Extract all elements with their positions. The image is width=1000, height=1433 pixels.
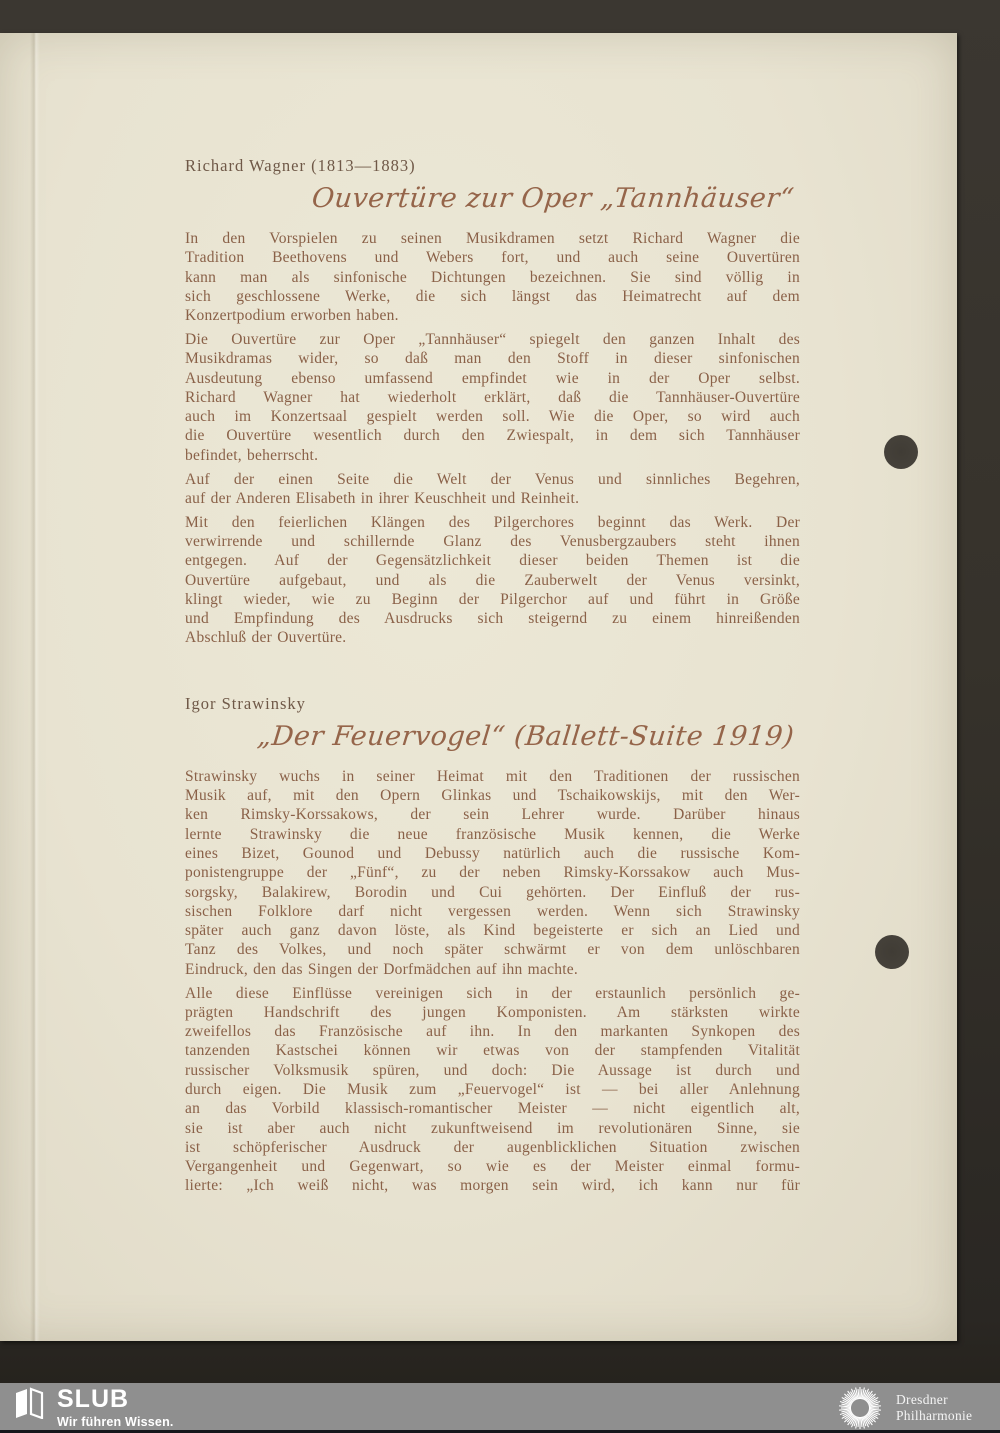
text-line: die Ouvertüre wesentlich durch den Zwiespalt, in dem sich Tannhäuser (185, 427, 800, 445)
text-line: sich geschlossene Werke, die sich längst das Heimatrecht auf dem (185, 287, 800, 305)
text-line: sorgsky, Balakirew, Borodin und Cui gehörten. Der Einfluß der rus- (185, 883, 800, 901)
text-line: und Empfindung des Ausdrucks sich steigernd zu einem hinreißenden (185, 610, 800, 628)
text-line: später auch ganz davon löste, als Kind begeisterte er sich an Lied und (185, 922, 800, 940)
paragraph (185, 767, 800, 979)
text-line: prägten Handschrift des jungen Komponisten. Am stärksten wirkte (185, 1003, 800, 1021)
composer-heading: Richard Wagner (1813—1883) (185, 156, 416, 175)
partner-name (896, 1392, 972, 1424)
section-paragraphs (185, 229, 800, 648)
text-line: durch eigen. Die Musik zum „Feuervogel“ ist — bei aller Anlehnung (185, 1080, 800, 1098)
paragraph (185, 984, 800, 1196)
text-line: Abschluß der Ouvertüre. (185, 629, 347, 647)
paragraph (185, 470, 800, 509)
composer-heading: Igor Strawinsky (185, 693, 306, 713)
text-line: Musik auf, mit den Opern Glinkas und Tschaikowskijs, mit den Wer- (185, 787, 800, 805)
text-line: Auf der einen Seite die Welt der Venus und sinnliches Begehren, (185, 470, 800, 488)
footer-bar (0, 1383, 1000, 1433)
text-line: Tradition Beethovens und Webers fort, und auch seine Ouvertüren (185, 249, 800, 267)
paragraph (185, 513, 800, 648)
text-line: klingt wieder, wie zu Beginn der Pilgerchor auf und führt in Größe (185, 590, 800, 608)
text-line: Ouvertüre aufgebaut, und als die Zauberwelt der Venus versinkt, (185, 571, 800, 589)
program-section (185, 694, 800, 1196)
text-line: zweifellos das Französische auf ihn. In den markanten Synkopen des (185, 1023, 800, 1041)
text-line: Alle diese Einflüsse vereinigen sich in der erstaunlich persönlich ge- (185, 984, 800, 1002)
text-line: Richard Wagner hat wiederholt erklärt, daß die Tannhäuser-Ouvertüre (185, 388, 800, 406)
text-line: sie ist aber auch nicht zukunftweisend im revolutionären Sinne, sie (185, 1119, 800, 1137)
text-line: ken Rimsky-Korssakows, der sein Lehrer wurde. Darüber hinaus (185, 806, 800, 824)
dresdner-philharmonie-logo (836, 1383, 972, 1433)
text-line: Die Ouvertüre zur Oper „Tannhäuser“ spiegelt den ganzen Inhalt des (185, 330, 800, 348)
text-line: Tanz des Volkes, und noch später schwärmt er von dem unlöschbaren (185, 941, 800, 959)
text-line: Mit den feierlichen Klängen des Pilgerchores beginnt das Werk. Der (185, 513, 800, 531)
text-line: Musikdramas wider, so daß man den Stoff in dieser sinfonischen (185, 350, 800, 368)
punch-hole (875, 935, 909, 969)
slub-wordmark: SLUB (57, 1385, 130, 1413)
text-line: verwirrende und schillernde Glanz des Venusbergzaubers steht ihnen (185, 532, 800, 550)
work-title-script: „Der Feuervogel“ (Ballett-Suite 1919) (255, 720, 796, 752)
paragraph (185, 229, 800, 325)
text-line: eines Bizet, Gounod und Debussy natürlich auch die russische Kom- (185, 844, 800, 862)
text-line: lierte: „Ich weiß nicht, was morgen sein wird, ich kann nur für (185, 1177, 800, 1195)
paper-fold-line (30, 33, 40, 1341)
text-line: lernte Strawinsky die neue französische Musik kennen, die Werke (185, 825, 800, 843)
text-line: ponistengruppe der „Fünf“, zu der neben Rimsky-Korssakow auch Mus- (185, 864, 800, 882)
punch-hole (884, 435, 918, 469)
text-line: auch im Konzertsaal gespielt werden soll. Wie die Oper, so wird auch (185, 408, 800, 426)
text-line: tanzenden Kastschei können wir etwas von der stampfenden Vitalität (185, 1042, 800, 1060)
text-line: In den Vorspielen zu seinen Musikdramen setzt Richard Wagner die (185, 230, 800, 247)
text-line: Eindruck, den das Singen der Dorfmädchen auf ihn machte. (185, 960, 579, 978)
program-section (185, 156, 800, 648)
document-body (185, 156, 800, 1200)
text-line: an das Vorbild klassisch-romantischer Meister — nicht eigentlich alt, (185, 1100, 800, 1118)
starburst-icon (836, 1384, 884, 1432)
text-line: Konzertpodium erworben haben. (185, 307, 399, 325)
section-paragraphs (185, 767, 800, 1196)
text-line: sischen Folklore darf nicht vergessen werden. Wenn sich Strawinsky (185, 902, 800, 920)
paragraph (185, 330, 800, 465)
text-line: entgegen. Auf der Gegensätzlichkeit dieser beiden Themen ist die (185, 552, 800, 570)
partner-name-line1: Dresdner (896, 1392, 948, 1407)
slub-tagline: Wir führen Wissen. (57, 1415, 174, 1429)
text-line: ist schöpferischer Ausdruck der augenblicklichen Situation zwischen (185, 1138, 800, 1156)
text-line: auf der Anderen Elisabeth in ihrer Keuschheit und Reinheit. (185, 489, 580, 507)
text-line: befindet, beherrscht. (185, 446, 319, 464)
text-line: Ausdeutung ebenso umfassend empfindet wie in der Oper selbst. (185, 369, 800, 387)
partner-name-line2: Philharmonie (896, 1408, 973, 1423)
text-line: russischer Volksmusik spüren, und doch: Die Aussage ist durch und (185, 1061, 800, 1079)
slub-logo (14, 1387, 174, 1429)
text-line: Strawinsky wuchs in seiner Heimat mit den Traditionen der russischen (185, 767, 800, 785)
text-line: Vergangenheit und Gegenwart, so wie es der Meister einmal formu- (185, 1158, 800, 1176)
work-title-script: Ouvertüre zur Oper „Tannhäuser“ (310, 183, 796, 214)
slub-book-icon (14, 1387, 44, 1419)
text-line: kann man als sinfonische Dichtungen bezeichnen. Sie sind völlig in (185, 268, 800, 286)
